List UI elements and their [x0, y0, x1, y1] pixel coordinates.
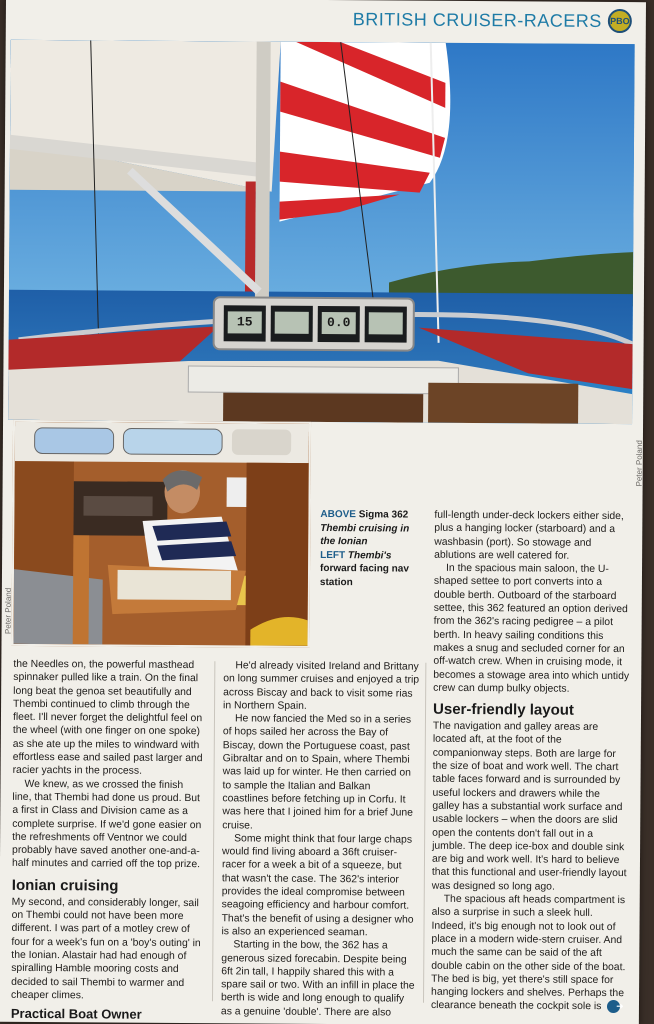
col3-paragraph-1: full-length under-deck lockers either side, plus a hanging locker (starboard) and a washbasin (port). So stowage and ablutions are well catered for. — [434, 509, 624, 562]
inset-photo-nav-station — [11, 420, 311, 648]
section-title: BRITISH CRUISER-RACERS — [352, 8, 602, 31]
col1-paragraph-2: We knew, as we crossed the finish line, that Thembi had done us proud. But a first in Class and Division came as a complete surprise. If we'd gone easier on the refreshments off Ventnor we could probably have saved another one-and-a-half minutes and carried off the top prize. — [11, 778, 202, 871]
col2-paragraph-3: Some might think that four large chaps would find living aboard a 36ft cruiser-racer for a week a bit of a squeeze, but that wasn't the case. The 362's interior provides the ideal compromise between seagoing efficiency and harbour comfort. That's the benefit of using a designer who is also an experienced seaman. — [221, 833, 414, 939]
col3-paragraph-3: The navigation and galley areas are located aft, at the foot of the companionway steps. Both are large for the size of boat and work well. The chart table faces forward and is surrounded by useful lockers and drawers while the galley has a substantial work surface and usable lockers – when the doors are slid open the contents don't fall out in a jumble. The deep ice-box and double sink are big and work well. It's hard to believe that this functional and user-friendly layout was designed so long ago. — [431, 720, 627, 893]
page-header — [353, 4, 632, 36]
column-divider-2 — [423, 663, 426, 1003]
col1-paragraph-1: the Needles on, the powerful masthead spinnaker pulled like a train. On the final long beat the genoa set beautifully and Thembi continued to climb through the fleet. I'll never forget the delightful feel on the wheel (with one finger on one spoke) as she ate up the miles to windward with effortless ease and sailed past larger and racier yachts in the process. — [12, 658, 203, 778]
heading-user-friendly-layout: User-friendly layout — [432, 700, 574, 719]
photo-caption — [320, 508, 421, 590]
article-column-2 — [221, 659, 420, 1019]
photo-credit-main: Peter Poland — [634, 440, 644, 487]
col2-paragraph-1: He'd already visited Ireland and Brittany on long summer cruises and enjoyed a trip across Biscay and back to visit some rias in Northern Spain. — [223, 660, 420, 712]
col2-paragraph-2: He now fancied the Med so in a series of hops sailed her across the Bay of Biscay, down the Portuguese coast, past Gibraltar and on to Spain, where Thembi was laid up for winter. He then carried on to sample the Italian and Balkan coastlines before fetching up in Corfu. It was here that I joined him for a brief June cruise. — [222, 713, 413, 832]
photo-credit-inset: Peter Poland — [3, 587, 13, 635]
instrument-display-1: 15 — [236, 314, 253, 330]
col3-paragraph-2: In the spacious main saloon, the U-shaped settee to port converts into a double berth. Outboard of the starboard settee, this 362 featured an option derived from the 362's racing pedigree – a pilot berth. In heavy sailing conditions this makes a snug and secluded corner for an off-watch crew. When in cruising mode, it becomes a stowage area into which untidy crew can dump bulky objects. — [433, 563, 630, 695]
caption-left-text-2: forward facing nav station — [319, 562, 409, 588]
caption-above-text-2: Thembi cruising in the Ionian — [320, 522, 410, 548]
article-column-1 — [11, 658, 203, 1003]
continue-arrow-icon: ➜ — [607, 1000, 620, 1013]
main-photo-yacht-cockpit — [8, 40, 635, 424]
caption-above-key: ABOVE — [320, 508, 357, 521]
col1-paragraph-3: My second, and considerably longer, sail on Thembi could not have been more different. I was part of a motley crew of four for a week's fun on a 'boy's outing' in the Ionian. Alastair had had enough of spiralling Hamble mooring costs and decided to sail Thembi to warmer and cheaper climes. — [11, 896, 201, 1002]
caption-left-key: LEFT — [320, 549, 346, 561]
yacht-photo-illustration — [8, 40, 635, 424]
column-divider-1 — [212, 661, 215, 1001]
article-column-3 — [431, 509, 631, 1014]
col3-paragraph-4-text: The spacious aft heads compartment is also a surprise in such a sleek hull. Indeed, it's big enough not to look out of place in a modern wide-stern cruiser. And much the same can be said of the aft double cabin on the other side of the boat. The bed is big, yet there's still space for hanging lockers and shelves. Perhaps the clearance beneath the cockpit sole is — [430, 893, 626, 1013]
col3-paragraph-4 — [431, 893, 628, 1014]
instrument-display-3: 0.0 — [326, 315, 351, 331]
caption-left-text-1: Thembi's — [347, 549, 392, 561]
footer-magazine-name: Practical Boat Owner — [10, 1005, 142, 1022]
nav-station-photo-illustration — [13, 422, 309, 646]
heading-ionian-cruising: Ionian cruising — [11, 876, 119, 895]
col2-paragraph-4: Starting in the bow, the 362 has a generous sized forecabin. Despite being 6ft 2in tall, I happily shared this with a spare sail or two. With an infill in place the berth is wide and long enough to qualify as a genuine 'double'. There are also — [220, 939, 415, 1019]
caption-above-text-1: Sigma 362 — [358, 509, 409, 521]
pbo-badge: PBO — [608, 9, 632, 33]
